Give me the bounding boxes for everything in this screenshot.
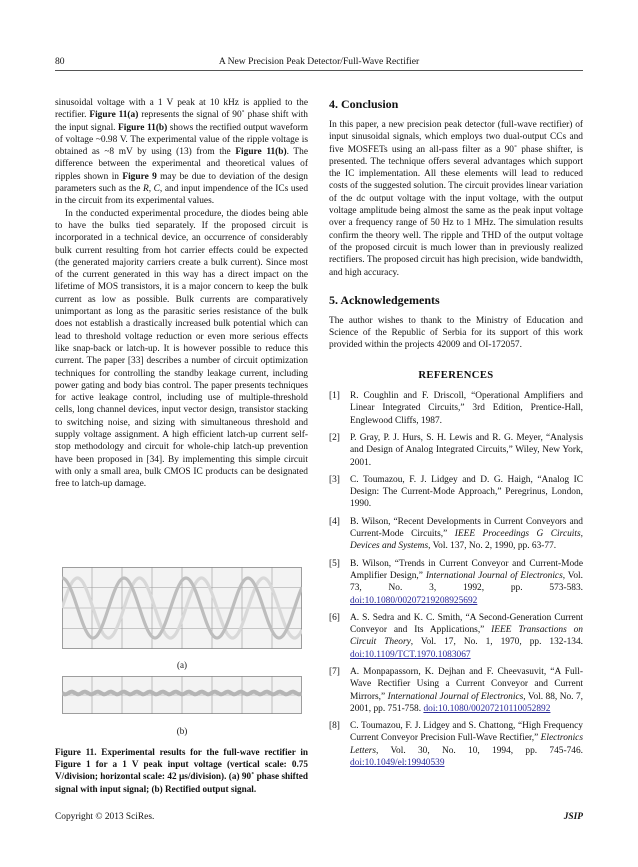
figure-11-caption: Figure 11. Experimental results for the full-wave rectifier in Figure 1 for a 1 V peak input voltage (vertical scale: 0.75 V/division; horizontal scale: 42 µs/division). (a) 90˚ phase shifted signal with input signal; (b) Rectified output signal. — [55, 747, 308, 794]
text-run: R. Coughlin and F. Driscoll, “Operational Amplifiers and Linear Integrated Circuits,” 3rd Edition, Prentice-Hall, Englewood Cliffs, 1987. — [350, 391, 583, 426]
page-footer — [55, 812, 583, 822]
text-run: Electronics Letters — [350, 733, 583, 756]
page-number: 80 — [55, 56, 65, 67]
text-run: Figure 9 — [122, 171, 157, 182]
text-run: , Vol. 137, No. 2, 1990, pp. 63-77. — [428, 541, 557, 552]
reference-text — [350, 558, 583, 607]
reference-item — [329, 516, 583, 553]
text-run: P. Gray, P. J. Hurs, S. H. Lewis and R. G. Meyer, “Analysis and Design of Analog Integrated Circuits,” Wiley, New York, 2001. — [350, 432, 583, 468]
text-run: Figure 11(a) — [89, 110, 139, 121]
reference-text — [350, 432, 583, 469]
reference-text — [350, 390, 583, 427]
text-run: , Vol. 30, No. 10, 1994, pp. 745-746. — [376, 745, 583, 756]
text-run: Figure 11(b) — [118, 122, 168, 133]
reference-text — [350, 666, 583, 715]
reference-item — [329, 432, 583, 469]
copyright-notice: Copyright © 2013 SciRes. — [55, 812, 155, 822]
text-run: , and input impendence of the ICs used in the circuit from its experimental values. — [55, 184, 309, 207]
figure-11a-oscilloscope — [62, 567, 302, 649]
text-run: C. Toumazou, F. J. Lidgey and S. Chattong, “High Frequency Current Conveyor Precision Full-Wave Rectifier,” — [350, 721, 583, 744]
conclusion-heading: 4. Conclusion — [329, 97, 399, 111]
reference-number: [5] — [329, 558, 340, 569]
reference-number: [3] — [329, 474, 340, 485]
doi-link[interactable]: doi:10.1080/00207219208925692 — [350, 595, 478, 606]
header-rule — [55, 70, 583, 71]
figure-11b-label: (b) — [176, 726, 188, 736]
figure-11b-oscilloscope — [62, 676, 302, 714]
acknowledgements-heading: 5. Acknowledgements — [329, 292, 440, 307]
text-run: represents the signal of 90˚ phase shift with the input signal. — [55, 110, 308, 133]
reference-number: [2] — [329, 432, 340, 443]
journal-abbreviation: JSIP — [563, 812, 583, 822]
text-run: A. S. Sedra and K. C. Smith, “A Second-Generation Current Conveyor and Its Applications,” — [350, 612, 583, 636]
reference-item — [329, 558, 583, 607]
reference-text — [350, 516, 583, 553]
left-column — [55, 97, 308, 491]
text-run: International Journal of Electronics — [425, 570, 563, 581]
reference-item — [329, 474, 583, 511]
text-run: Figure 11(b) — [235, 147, 287, 158]
reference-list — [329, 390, 583, 769]
doi-link[interactable]: doi:10.1109/TCT.1970.1083067 — [350, 649, 471, 660]
doi-link[interactable]: doi:10.1080/00207210110052892 — [423, 703, 551, 714]
text-run: B. Wilson, “Recent Developments in Current Conveyors and Current-Mode Circuits,” — [350, 516, 583, 540]
figure-11a-label: (a) — [177, 660, 187, 670]
right-column — [329, 97, 583, 774]
text-run: IEEE Transactions on Circuit Theory — [350, 625, 583, 648]
text-run: shows the rectified output waveform of voltage ~0.98 V. The experimental value of the ripple voltage is obtained as ~8 mV by using (13) from the — [55, 122, 308, 158]
text-run: B. Wilson, “Trends in Current Conveyor and Current-Mode Amplifier Design,” — [350, 558, 583, 581]
figure-11a-waveforms — [62, 567, 302, 649]
references-heading: REFERENCES — [418, 369, 494, 381]
text-run: , — [148, 184, 154, 195]
text-run: sinusoidal voltage with a 1 V peak at 10 kHz is applied to the rectifier. — [55, 98, 308, 121]
text-run: . The difference between the experimental and theoretical values of ripples shown in — [55, 147, 309, 182]
text-run: A. Monpapassorn, K. Dejhan and F. Cheevasuvit, “A Full-Wave Rectifier Using a Current Conveyor and Current Mirrors,” — [350, 666, 583, 702]
reference-number: [4] — [329, 516, 340, 527]
figure-11b-waveform — [62, 676, 302, 714]
reference-text — [350, 720, 583, 769]
text-run: , Vol. 73, No. 3, 1992, pp. 573-583. — [350, 570, 584, 594]
reference-number: [7] — [329, 666, 340, 677]
reference-item — [329, 666, 583, 715]
reference-item — [329, 612, 583, 661]
text-run: , Vol. 17, No. 1, 1970, pp. 132-134. — [410, 637, 583, 648]
reference-item — [329, 390, 583, 427]
doi-link[interactable]: doi:10.1049/el:19940539 — [350, 758, 445, 769]
text-run: C — [153, 184, 160, 195]
body-paragraph-2: In the conducted experimental procedure, the diodes being able to have the bulks tied separately. If the proposed circuit is incorporated in a technical device, an occurrence of considerably bulk current resulting from hot carrier effects could be expected (the generated majority carriers create a bulk current). Since most of the current generated in this way has a direct impact on the lifetime of MOS transistors, it is a major concern to keep the bulk current as low as possible. Bulk currents are comparatively unimportant as long as the parasitic series resistance of the bulk does not establish a drastically increased bulk potential which can lead to threshold voltage reduction or even more serious effects like snap-back or latch-up. It is however possible to reduce this current. The paper [33] describes a number of circuit optimization techniques for controlling the standby leakage current, including power gating and body bias control. The paper presents techniques for active leakage control, including use of multiple-threshold cells, long channel devices, input vector design, transistor stacking to switching noise, and sizing with simultaneous threshold and supply voltage assignment. A high efficient latch-up current self-stop methodology and circuit for whole-chip latch-up prevention have been proposed in [34]. By implementing this simple circuit with only a small area, bulk CMOS IC products can be designated free to latch-up damage. — [55, 208, 308, 490]
running-title: A New Precision Peak Detector/Full-Wave Rectifier — [218, 56, 420, 67]
reference-text — [350, 612, 583, 661]
text-run: R — [142, 184, 149, 195]
reference-number: [1] — [329, 391, 340, 402]
reference-number: [6] — [329, 612, 340, 623]
reference-text — [350, 474, 583, 511]
text-run: IEEE Proceedings G Circuits, Devices and Systems — [350, 529, 583, 552]
reference-item — [329, 720, 583, 769]
acknowledgements-text: The author wishes to thank to the Ministry of Education and Science of the Republic of Serbia for its support of this work provided within the projects 42009 and OI-172057. — [329, 315, 583, 351]
conclusion-text: In this paper, a new precision peak detector (full-wave rectifier) of input sinusoidal signals, which employs two dual-output CCs and five MOSFETs using an all-pass filter as a 90˚ phase shifter, is presented. The technique offers several advantages which support the IC implementation. All these elements will lead to reduced costs of the suggested solution. The circuit provides linear variation of the dc output voltage with the input voltage, with the output voltage amplitude being almost the same as the peak input voltage over a frequency range of 50 Hz to 1 MHz. The simulation results confirm the theory well. The ripple and THD of the output voltage of the proposed circuit is much lower than in previously realized rectifiers. The proposed circuit has high precision, wide bandwidth, and high accuracy. — [329, 120, 583, 278]
reference-number: [8] — [329, 721, 340, 732]
text-run: may be due to deviation of the design parameters such as the — [55, 171, 308, 195]
text-run: C. Toumazou, F. J. Lidgey and D. G. Haigh, “Analog IC Design: The Current-Mode Approach,” Peregrinus, London, 1990. — [350, 474, 583, 510]
text-run: International Journal of Electronics — [387, 691, 524, 702]
text-run: , Vol. 88, No. 7, 2001, pp. 751-758. — [350, 691, 584, 714]
body-paragraph-1 — [55, 97, 308, 208]
